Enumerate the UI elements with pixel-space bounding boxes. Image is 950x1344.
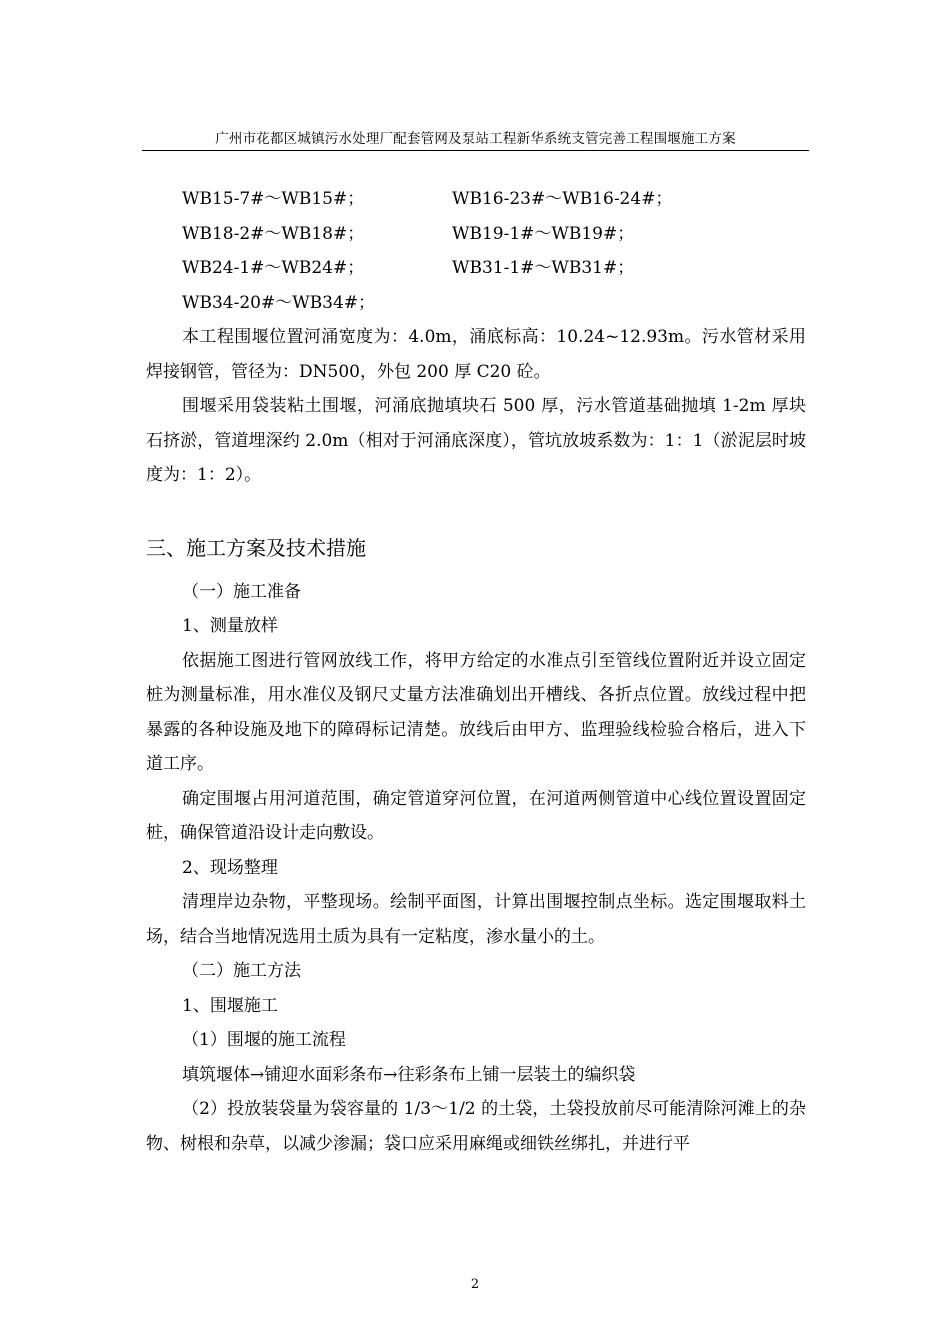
- pipe-range: WB31-1#～WB31#；: [452, 258, 635, 278]
- section-title: 三、施工方案及技术措施: [146, 535, 366, 560]
- pipe-range: WB34-20#～WB34#；: [182, 292, 376, 313]
- step-title: （1）围堰的施工流程: [182, 1030, 346, 1050]
- body-paragraph: 确定围堰占用河道范围，确定管道穿河位置，在河道两侧管道中心线位置设置固定桩，确保管道沿设计走向敷设。: [146, 788, 806, 843]
- item-title: 1、测量放样: [182, 616, 278, 636]
- item-title: 1、围堰施工: [182, 995, 278, 1016]
- body-paragraph: 依据施工图进行管网放线工作，将甲方给定的水准点引至管线位置附近并设立固定桩为测量标准，用水准仪及钢尺丈量方法准确划出开槽线、各折点位置。放线过程中把暴露的各种设施及地下的障碍标记清楚。放线后由甲方、监理验线检验合格后，进入下道工序。: [146, 650, 806, 774]
- flow-text: 填筑堰体→铺迎水面彩条布→往彩条布上铺一层装土的编织袋: [182, 1064, 636, 1085]
- page-header: [142, 127, 809, 151]
- pipe-range: WB15-7#～WB15#；: [182, 189, 365, 209]
- step-paragraph: （2）投放装袋量为袋容量的 1/3～1/2 的土袋，土袋投放前尽可能清除河滩上的杂物、树根和杂草，以减少渗漏；袋口应采用麻绳或细铁丝绑扎，并进行平: [146, 1099, 806, 1154]
- pipe-range: WB19-1#～WB19#；: [452, 223, 635, 244]
- subsection-title: （二）施工方法: [182, 961, 301, 981]
- header-title: 广州市花都区城镇污水处理厂配套管网及泵站工程新华系统支管完善工程围堰施工方案: [215, 131, 736, 147]
- intro-paragraph: 围堰采用袋装粘土围堰，河涌底抛填块石 500 厚，污水管道基础抛填 1-2m 厚块石挤淤，管道埋深约 2.0m（相对于河涌底深度），管坑放坡系数为：1：1（淤泥层时坡度为：1：2）。: [146, 396, 806, 485]
- pipe-range-row: [146, 182, 806, 217]
- intro-paragraph: 本工程围堰位置河涌宽度为：4.0m，涌底标高：10.24~12.93m。污水管材采用焊接钢管，管径为：DN500，外包 200 厚 C20 砼。: [146, 327, 806, 382]
- subsection-title: （一）施工准备: [182, 581, 301, 602]
- pipe-range-row: [146, 251, 806, 286]
- body-paragraph: 清理岸边杂物，平整现场。绘制平面图，计算出围堰控制点坐标。选定围堰取料土场，结合当地情况选用土质为具有一定粘度，渗水量小的土。: [146, 892, 806, 947]
- pipe-range: WB18-2#～WB18#；: [182, 223, 365, 244]
- pipe-range-row: [146, 217, 806, 252]
- item-title: 2、现场整理: [182, 857, 278, 878]
- page-number: 2: [470, 1277, 480, 1292]
- pipe-range: WB16-23#～WB16-24#；: [452, 189, 673, 209]
- pipe-range: WB24-1#～WB24#；: [182, 258, 365, 278]
- document-body: [146, 182, 806, 1161]
